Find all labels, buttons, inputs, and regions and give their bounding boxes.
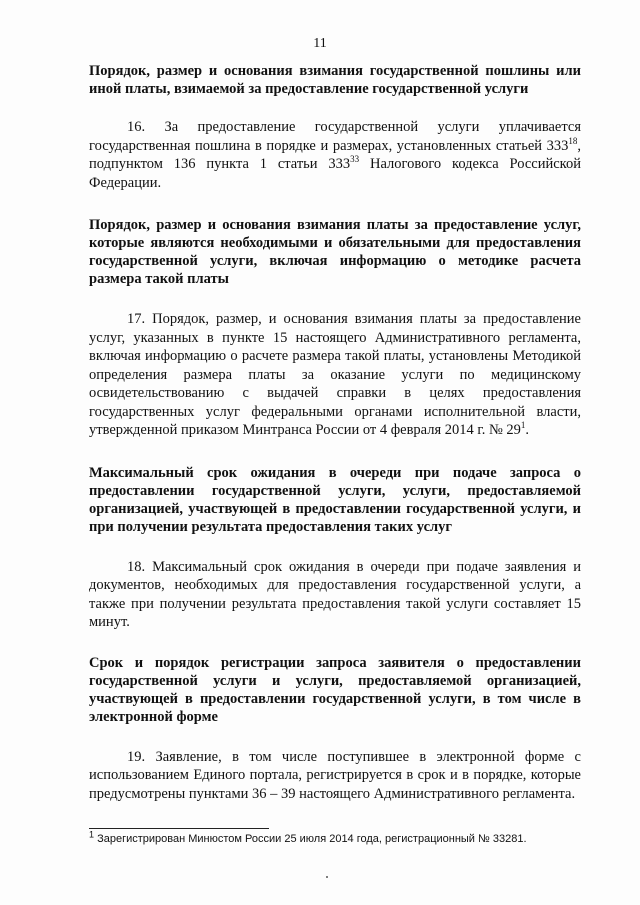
document-body [89,62,581,803]
footnote [89,829,581,845]
paragraph-16-text-b: , подпунктом 136 пункта 1 статьи 333 [89,137,581,172]
paragraph-17 [89,310,581,440]
footnote-text: Зарегистрирован Минюстом России 25 июля 2014 года, регистрационный № 33281. [94,833,527,845]
paragraph-17-text: 17. Порядок, размер, и основания взимания платы за предоставление услуг, указанных в пункте 15 настоящего Административного регламента, включая информацию о расчете размера такой платы, установлены Методикой определения размера платы за оказание услуги по медицинскому освидетельствованию с выдачей справки в целях предоставления государственных услуг федеральными органами исполнительной власти, утвержденной приказом Минтранса России от 4 февраля 2014 г. № 29 [89,311,581,438]
scan-speck [326,876,328,878]
paragraph-19: 19. Заявление, в том числе поступившее в электронной форме с использованием Единого портала, регистрируется в срок и в порядке, которые предусмотрены пунктами 36 – 39 настоящего Административного регламента. [89,748,581,802]
reference-sup-18: 18 [568,135,578,146]
paragraph-16 [89,118,581,192]
section-heading-request-registration: Срок и порядок регистрации запроса заявителя о предоставлении государственной услуги и услуги, предоставляемой организацией, участвующей в предоставлении государственной услуги, в том числе в электронной форме [89,654,581,725]
page-number: 11 [313,36,327,51]
reference-sup-33: 33 [350,154,360,165]
section-heading-necessary-services-fee: Порядок, размер и основания взимания платы за предоставление услуг, которые являются необходимыми и обязательными для предоставления государственной услуги, включая информацию о методике расчета размера такой платы [89,217,581,287]
section-heading-max-waiting-time: Максимальный срок ожидания в очереди при подаче запроса о предоставлении государственной услуги, услуги, предоставляемой организацией, участвующей в предоставлении государственной услуги, и при получении результата предоставления таких услуг [89,464,581,535]
paragraph-17-end: . [525,422,530,438]
paragraph-18: 18. Максимальный срок ожидания в очереди при подаче заявления и документов, необходимых для предоставления государственной услуги, а также при получении результата предоставления такой услуги составляет 15 минут. [89,558,581,630]
section-heading-state-fee: Порядок, размер и основания взимания государственной пошлины или иной платы, взимаемой за предоставление государственной услуги [89,63,581,97]
footnote-divider [89,828,269,829]
paragraph-16-text-c: Налогового кодекса Российской Федерации. [89,156,581,191]
footnote-marker: 1 [89,829,95,840]
paragraph-16-text-a: 16. За предоставление государственной услуги уплачивается государственная пошлина в порядке и размерах, установленных статьей 333 [89,119,581,154]
footnote-marker-sup: 1 [520,420,526,431]
